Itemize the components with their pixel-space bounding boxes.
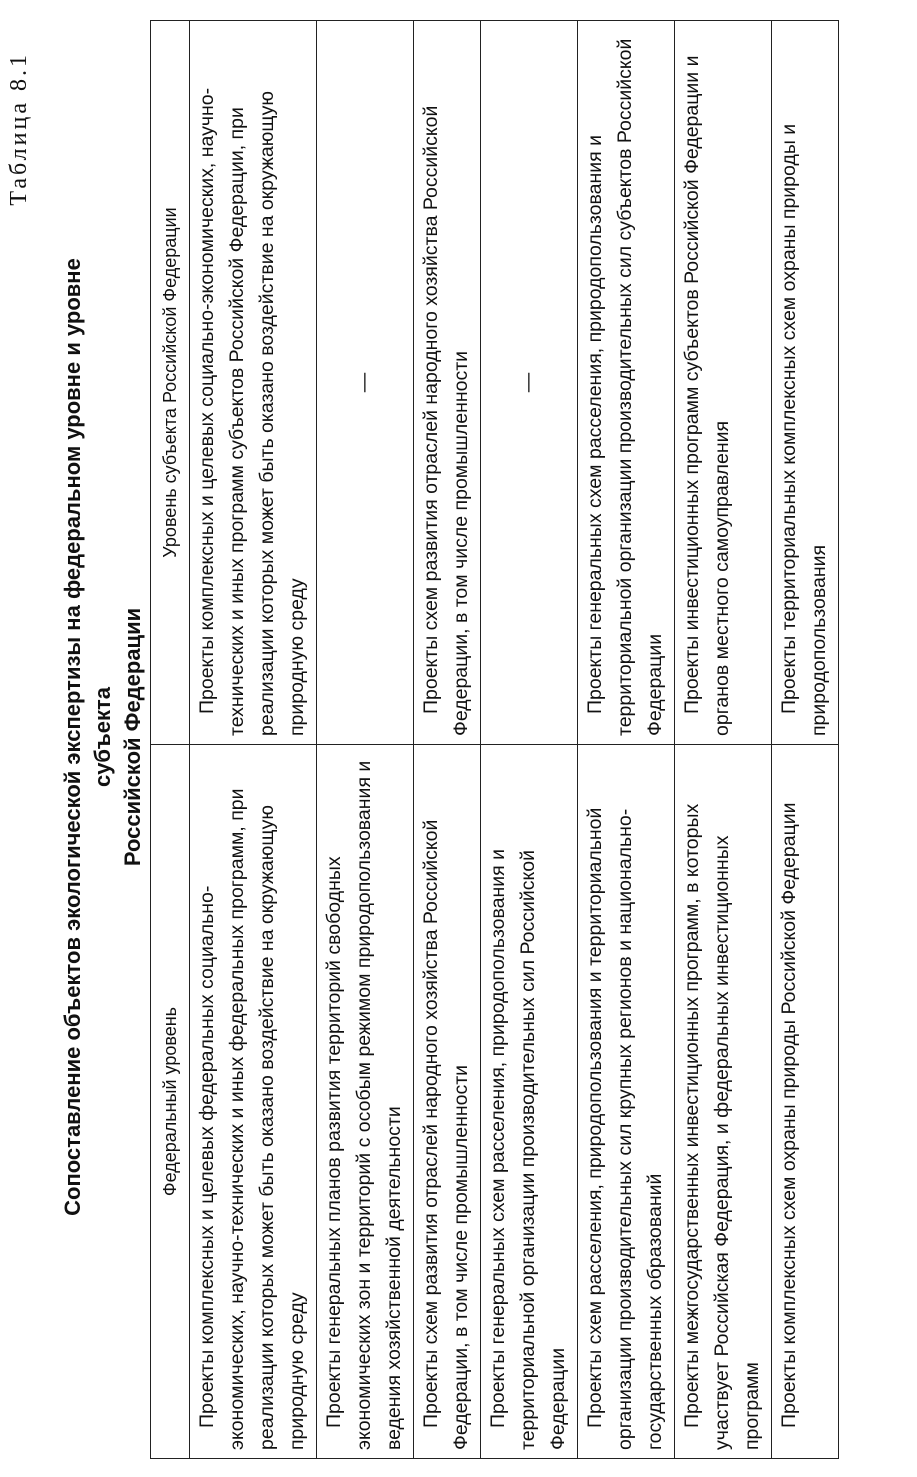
cell-subject: Проекты генеральных схем расселения, природопользования и территориальной организации производительных сил субъектов Российской Федерации <box>578 21 675 745</box>
table-row <box>578 21 675 1459</box>
cell-federal: Проекты генеральных схем расселения, природопользования и территориальной организации производительных сил Российской Федерации <box>481 745 578 1459</box>
cell-subject: Проекты инвестиционных программ субъектов Российской Федерации и органов местного самоуправления <box>675 21 772 745</box>
cell-federal: Проекты схем развития отраслей народного хозяйства Российской Федерации, в том числе промышленности <box>414 745 481 1459</box>
cell-federal: Проекты комплексных схем охраны природы Российской Федерации <box>772 745 839 1459</box>
table-header-row <box>151 21 190 1459</box>
table-row <box>675 21 772 1459</box>
cell-federal: Проекты комплексных и целевых федеральных социально-экономических, научно-технических и иных федеральных программ, при реализации которых может быть оказано воздействие на окружающую природную среду <box>190 745 317 1459</box>
comparison-table <box>150 20 839 1459</box>
table-row <box>317 21 414 1459</box>
table-row <box>190 21 317 1459</box>
cell-subject-empty-dash: — <box>317 21 414 745</box>
table-title-line-1: Сопоставление объектов экологической экспертизы на федеральном уровне и уровне субъекта <box>60 258 115 1216</box>
cell-subject: Проекты схем развития отраслей народного хозяйства Российской Федерации, в том числе промышленности <box>414 21 481 745</box>
table-row <box>414 21 481 1459</box>
cell-federal: Проекты генеральных планов развития территорий свободных экономических зон и территорий с особым режимом природопользования и ведения хозяйственной деятельности <box>317 745 414 1459</box>
table-row <box>481 21 578 1459</box>
cell-subject-empty-dash: — <box>481 21 578 745</box>
table-number-label: Таблица 8.1 <box>6 52 32 206</box>
table-title-line-2: Российской Федерации <box>120 607 145 867</box>
cell-federal: Проекты схем расселения, природопользования и территориальной организации производительных сил крупных регионов и национально-государственных образований <box>578 745 675 1459</box>
table-row <box>772 21 839 1459</box>
header-subject-level: Уровень субъекта Российской Федерации <box>151 21 190 745</box>
cell-federal: Проекты межгосударственных инвестиционных программ, в которых участвует Российская Федерация, и федеральных инвестиционных программ <box>675 745 772 1459</box>
cell-subject: Проекты комплексных и целевых социально-экономических, научно-технических и иных программ субъектов Российской Федерации, при реализации которых может быть оказано воздействие на окружающую природную среду <box>190 21 317 745</box>
header-federal-level: Федеральный уровень <box>151 745 190 1459</box>
cell-subject: Проекты территориальных комплексных схем охраны природы и природопользования <box>772 21 839 745</box>
table-title <box>58 257 148 1217</box>
